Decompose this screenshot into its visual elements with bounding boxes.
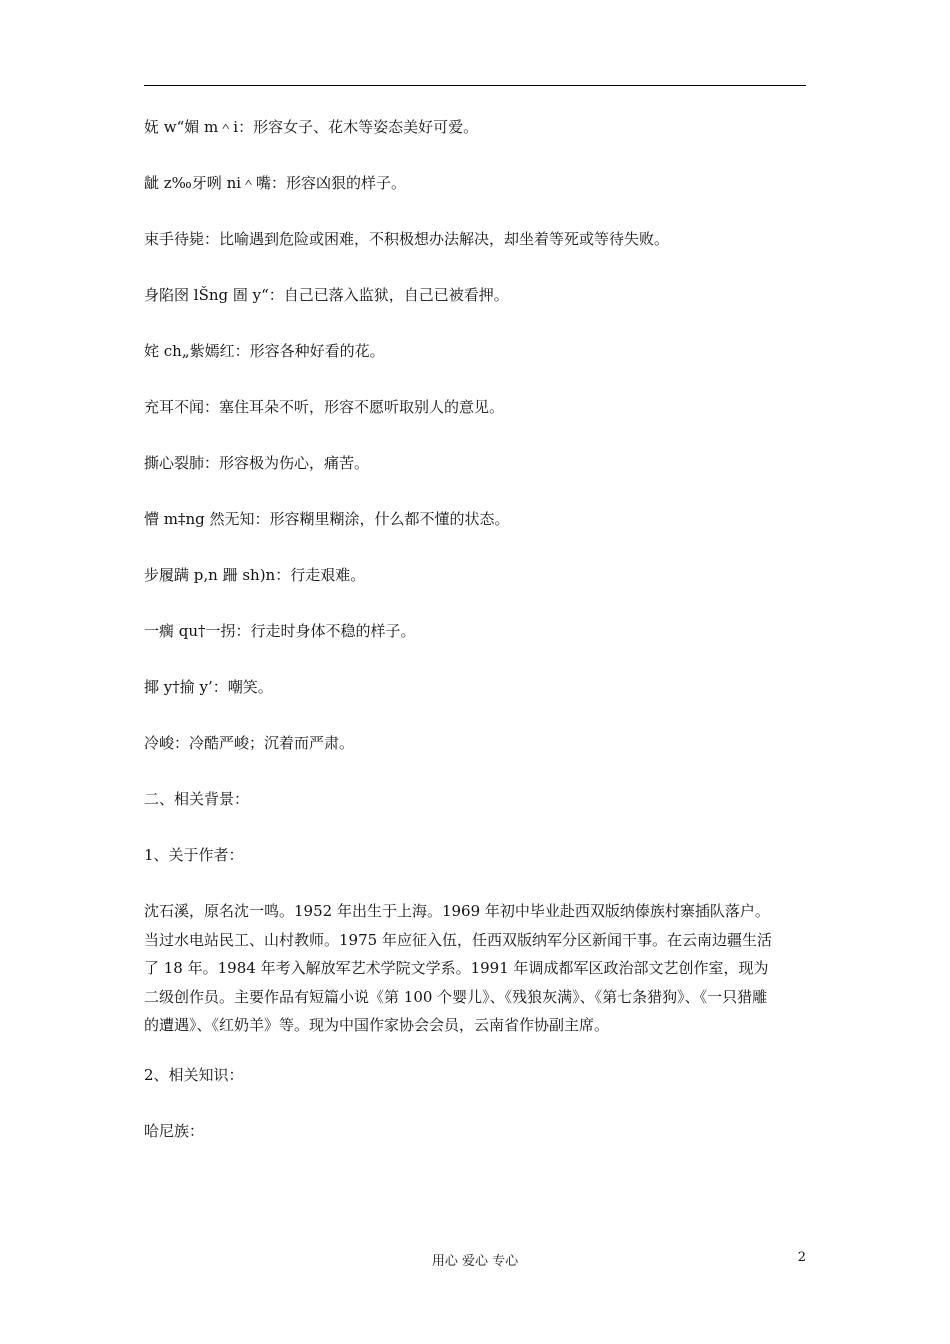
author-paragraph-line-5: 的遭遇》、《红奶羊》等。现为中国作家协会会员，云南省作协副主席。 [144,1016,610,1034]
vocab-line-5: 姹 ch„紫嫣红：形容各种好看的花。 [144,342,385,360]
author-paragraph-line-4: 二级创作员。主要作品有短篇小说《第 100 个婴儿》、《残狼灰满》、《第七条猎狗》、《一只猎雕 [144,987,768,1006]
vocab-line-11: 揶 y†揄 y’：嘲笑。 [144,678,273,696]
section-heading-background: 二、相关背景： [144,790,250,808]
document-body [144,117,806,1177]
vocab-line-7: 撕心裂肺：形容极为伤心，痛苦。 [144,454,370,472]
vocab-line-1: 妩 w“媚 m＾i：形容女子、花木等姿态美好可爱。 [144,118,479,136]
author-paragraph-line-2: 当过水电站民工、山村教师。1975 年应征入伍，任西双版纳军分区新闻干事。在云南边疆生活 [144,930,772,949]
vocab-line-6: 充耳不闻：塞住耳朵不听，形容不愿听取别人的意见。 [144,398,505,416]
vocab-line-4: 身陷囹 lŠng 圄 y“：自己已落入监狱，自己已被看押。 [144,286,509,304]
vocab-line-8: 懵 m‡ng 然无知：形容糊里糊涂，什么都不懂的状态。 [144,510,510,528]
vocab-line-9: 步履蹒 p‚n 跚 sh)n：行走艰难。 [144,566,366,584]
author-paragraph [144,897,806,1040]
vocab-line-3: 束手待毙：比喻遇到危险或困难，不积极想办法解决，却坐着等死或等待失败。 [144,230,670,248]
subheading-author: 1、关于作者： [144,846,244,864]
header-rule [144,85,806,86]
vocab-line-12: 冷峻：冷酷严峻；沉着而严肃。 [144,734,355,752]
author-paragraph-line-3: 了 18 年。1984 年考入解放军艺术学院文学系。1991 年调成都军区政治部文艺创作室，现为 [144,959,769,977]
subheading-hani: 哈尼族： [144,1121,205,1140]
page-footer [0,1250,950,1270]
vocab-line-2: 龇 z‰牙咧 ni＾嘴：形容凶狠的样子。 [144,174,407,192]
author-paragraph-line-1: 沈石溪，原名沈一鸣。1952 年出生于上海。1969 年初中毕业赴西双版纳傣族村寨插队落户。 [144,902,770,920]
page-number: 2 [797,1250,806,1265]
footer-motto: 用心 爱心 专心 [431,1254,519,1269]
vocab-line-10: 一瘸 qu†一拐：行走时身体不稳的样子。 [144,622,416,640]
subheading-knowledge: 2、相关知识： [144,1065,244,1084]
